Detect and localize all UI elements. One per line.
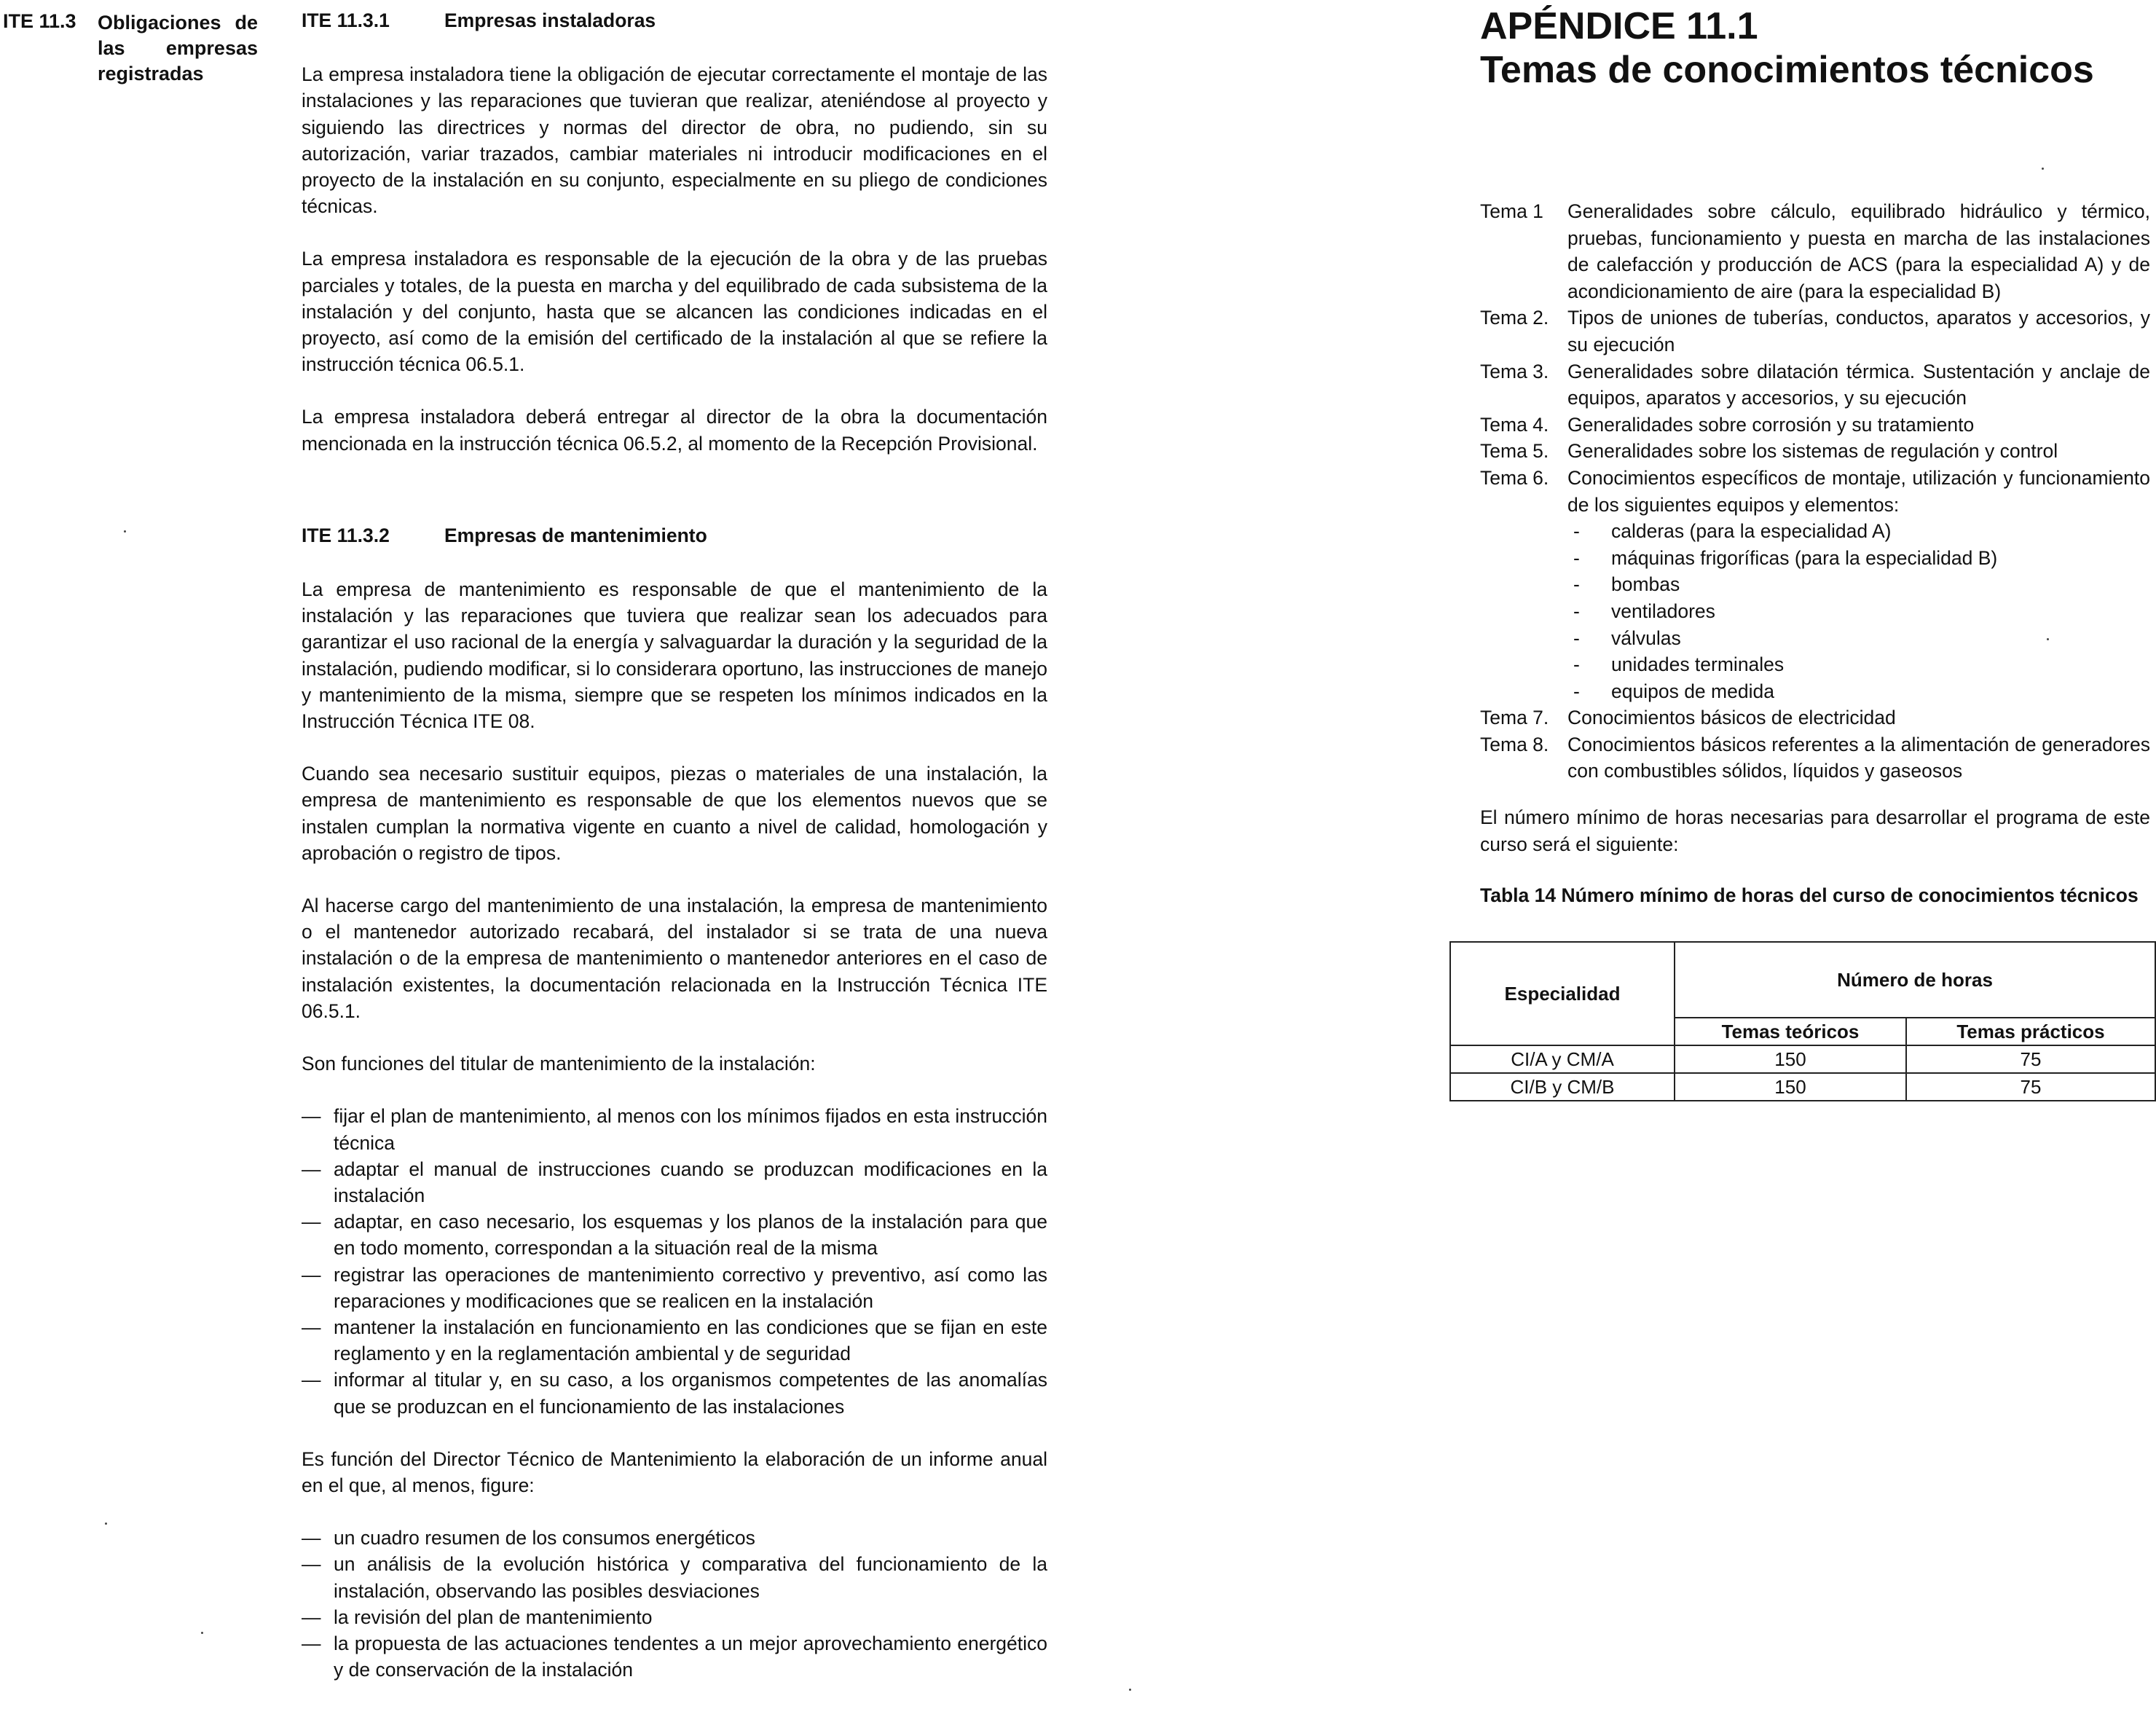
functions-list [302, 1103, 1047, 1419]
tema-label: Tema 2. [1480, 307, 1549, 329]
list-item [1480, 305, 2150, 358]
right-page [1449, 0, 2156, 1692]
left-page [0, 0, 1071, 1692]
list-item: — la revisión del plan de mantenimiento [302, 1604, 1047, 1630]
tema-text: Generalidades sobre corrosión y su tratamiento [1567, 413, 1975, 436]
tema-text: Tipos de uniones de tuberías, conductos, aparatos y accesorios, y su ejecución [1567, 307, 2150, 355]
paragraph: La empresa instaladora tiene la obligación de ejecutar correctamente el montaje de las instalaciones y las reparaciones que tuvieran que realizar, ateniéndose al proyecto y siguiendo las directrices y normas del director de obra, no pudiendo, sin su autorización, variar trazados, cambiar materiales ni introducir modificaciones en el proyecto de la instalación en su conjunto, especialmente en su pliego de condiciones técnicas. [302, 63, 1047, 218]
cell-practicos: 75 [1906, 1073, 2155, 1101]
hours-paragraph: El número mínimo de horas necesarias para desarrollar el programa de este curso será el siguiente: [1480, 806, 2150, 855]
paragraph: La empresa de mantenimiento es responsable de que el mantenimiento de la instalación y las reparaciones que tuviera que realizar sean los adecuados para garantizar el uso racional de la energía y salvaguardar la duración y la seguridad de la instalación, pudiendo modificar, si lo considerara oportuno, las instrucciones de manejo y mantenimiento de la misma, siempre que se respeten los mínimos indicados en la Instrucción Técnica ITE 08. [302, 578, 1047, 733]
list-item [1480, 438, 2150, 465]
tema-text: Conocimientos básicos referentes a la alimentación de generadores con combustibles sólidos, líquidos y gaseosos [1567, 733, 2150, 782]
list-item: — adaptar, en caso necesario, los esquemas y los planos de la instalación para que en todo momento, correspondan a la situación real de la misma [302, 1209, 1047, 1261]
appendix-subtitle: Temas de conocimientos técnicos [1480, 49, 2094, 91]
list-item: — informar al titular y, en su caso, a los organismos competentes de las anomalías que se produzcan en el funcionamiento de las instalaciones [302, 1367, 1047, 1419]
hours-table [1449, 941, 2156, 1101]
list-item [1480, 465, 2150, 518]
list-item: - máquinas frigoríficas (para la especialidad B) [1567, 545, 2150, 572]
subsection-title: Empresas de mantenimiento [444, 524, 707, 546]
list-item: — un análisis de la evolución histórica y comparativa del funcionamiento de la instalación, observando las posibles desviaciones [302, 1551, 1047, 1603]
left-content [302, 7, 1047, 1709]
tema-label: Tema 1 [1480, 200, 1543, 222]
cell-practicos: 75 [1906, 1045, 2155, 1073]
tema6-sublist [1480, 518, 2150, 704]
list-item: - válvulas [1567, 625, 2150, 652]
paragraph: Al hacerse cargo del mantenimiento de una instalación, la empresa de mantenimiento o el mantenedor autorizado recabará, del instalador si se trata de una nueva instalación o de la empresa de mantenimiento o mantenedor anteriores en el caso de instalación existentes, la documentación relacionada en la Instrucción Técnica ITE 06.5.1. [302, 895, 1047, 1022]
list-item: - ventiladores [1567, 598, 2150, 625]
tema-label: Tema 4. [1480, 413, 1549, 436]
tema-text: Generalidades sobre dilatación térmica. Sustentación y anclaje de equipos, aparatos y accesorios, y su ejecución [1567, 360, 2150, 409]
list-item: — registrar las operaciones de mantenimiento correctivo y preventivo, así como las reparaciones y modificaciones que se realicen en la instalación [302, 1262, 1047, 1314]
list-item: — un cuadro resumen de los consumos energéticos [302, 1525, 1047, 1551]
list-item: - calderas (para la especialidad A) [1567, 518, 2150, 545]
table-caption: Tabla 14 Número mínimo de horas del curso de conocimientos técnicos [1480, 884, 2139, 906]
list-item: — la propuesta de las actuaciones tendentes a un mejor aprovechamiento energético y de conservación de la instalación [302, 1630, 1047, 1683]
list-item [1480, 412, 2150, 439]
list-item [1480, 704, 2150, 731]
paragraph: Son funciones del titular de mantenimiento de la instalación: [302, 1053, 816, 1075]
header-practicos: Temas prácticos [1906, 1018, 2155, 1045]
paragraph: Cuando sea necesario sustituir equipos, piezas o materiales de una instalación, la empresa de mantenimiento es responsable de que los elementos nuevos que se instalen cumplan la normativa vigente en cuanto a nivel de calidad, homologación y aprobación o registro de tipos. [302, 763, 1047, 864]
subsection-number: ITE 11.3.2 [302, 524, 390, 546]
list-item [1480, 358, 2150, 412]
section-title: Obligaciones de las empresas registradas [98, 12, 258, 85]
appendix-heading [1480, 4, 2094, 92]
cell-especialidad: CI/A y CM/A [1450, 1045, 1675, 1073]
cell-especialidad: CI/B y CM/B [1450, 1073, 1675, 1101]
header-numero-horas: Número de horas [1675, 942, 2155, 1018]
list-item: — fijar el plan de mantenimiento, al menos con los mínimos fijados en esta instrucción técnica [302, 1103, 1047, 1155]
tema-label: Tema 5. [1480, 440, 1549, 463]
subsection-heading-mantenimiento [302, 522, 1047, 549]
temas-list [1480, 198, 2150, 785]
tema-label: Tema 7. [1480, 707, 1549, 729]
list-item: - equipos de medida [1567, 678, 2150, 705]
scan-speck [2042, 168, 2044, 170]
cell-teoricos: 150 [1675, 1045, 1906, 1073]
paragraph: Es función del Director Técnico de Mantenimiento la elaboración de un informe anual en el que, al menos, figure: [302, 1447, 1047, 1496]
tema-label: Tema 8. [1480, 733, 1549, 755]
table-row [1450, 1073, 2155, 1101]
scan-speck [124, 530, 126, 533]
tema-text: Conocimientos específicos de montaje, utilización y funcionamiento de los siguientes equipos y elementos: [1567, 466, 2150, 516]
tema-label: Tema 3. [1480, 360, 1549, 382]
scan-speck [201, 1632, 203, 1634]
scan-speck [1129, 1689, 1131, 1691]
header-teoricos: Temas teóricos [1675, 1018, 1906, 1045]
tema-label: Tema 6. [1480, 466, 1549, 489]
list-item: — mantener la instalación en funcionamiento en las condiciones que se fijan en este reglamento y en la reglamentación ambiental y de seguridad [302, 1314, 1047, 1367]
subsection-heading-instaladoras [302, 7, 1047, 34]
table-row [1450, 1045, 2155, 1073]
list-item [1480, 731, 2150, 785]
subsection-title: Empresas instaladoras [444, 9, 656, 31]
tema-text: Generalidades sobre cálculo, equilibrado hidráulico y térmico, pruebas, funcionamiento y puesta en marcha de las instalaciones de calefacción y producción de ACS (para la especialidad A) y de acondicionamiento de aire (para la especialidad B) [1567, 200, 2150, 302]
paragraph: La empresa instaladora deberá entregar al director de la obra la documentación mencionada en la instrucción técnica 06.5.2, al momento de la Recepción Provisional. [302, 406, 1047, 455]
report-list [302, 1525, 1047, 1683]
scan-speck [2047, 638, 2049, 640]
subsection-number: ITE 11.3.1 [302, 9, 390, 31]
section-number: ITE 11.3 [3, 10, 76, 32]
list-item: - unidades terminales [1567, 651, 2150, 678]
tema-text: Generalidades sobre los sistemas de regulación y control [1567, 440, 2058, 463]
scan-speck [105, 1523, 107, 1525]
list-item: - bombas [1567, 571, 2150, 598]
list-item: — adaptar el manual de instrucciones cuando se produzcan modificaciones en la instalación [302, 1156, 1047, 1209]
paragraph: La empresa instaladora es responsable de la ejecución de la obra y de las pruebas parciales y totales, de la puesta en marcha y del equilibrado de cada subsistema de la instalación y del conjunto, hasta que se alcancen las condiciones indicadas en el proyecto, así como de la emisión del certificado de la instalación al que se refiere la instrucción técnica 06.5.1. [302, 248, 1047, 376]
cell-teoricos: 150 [1675, 1073, 1906, 1101]
appendix-title: APÉNDICE 11.1 [1480, 5, 1758, 47]
tema-text: Conocimientos básicos de electricidad [1567, 707, 1896, 729]
header-especialidad: Especialidad [1450, 942, 1675, 1045]
list-item [1480, 198, 2150, 305]
